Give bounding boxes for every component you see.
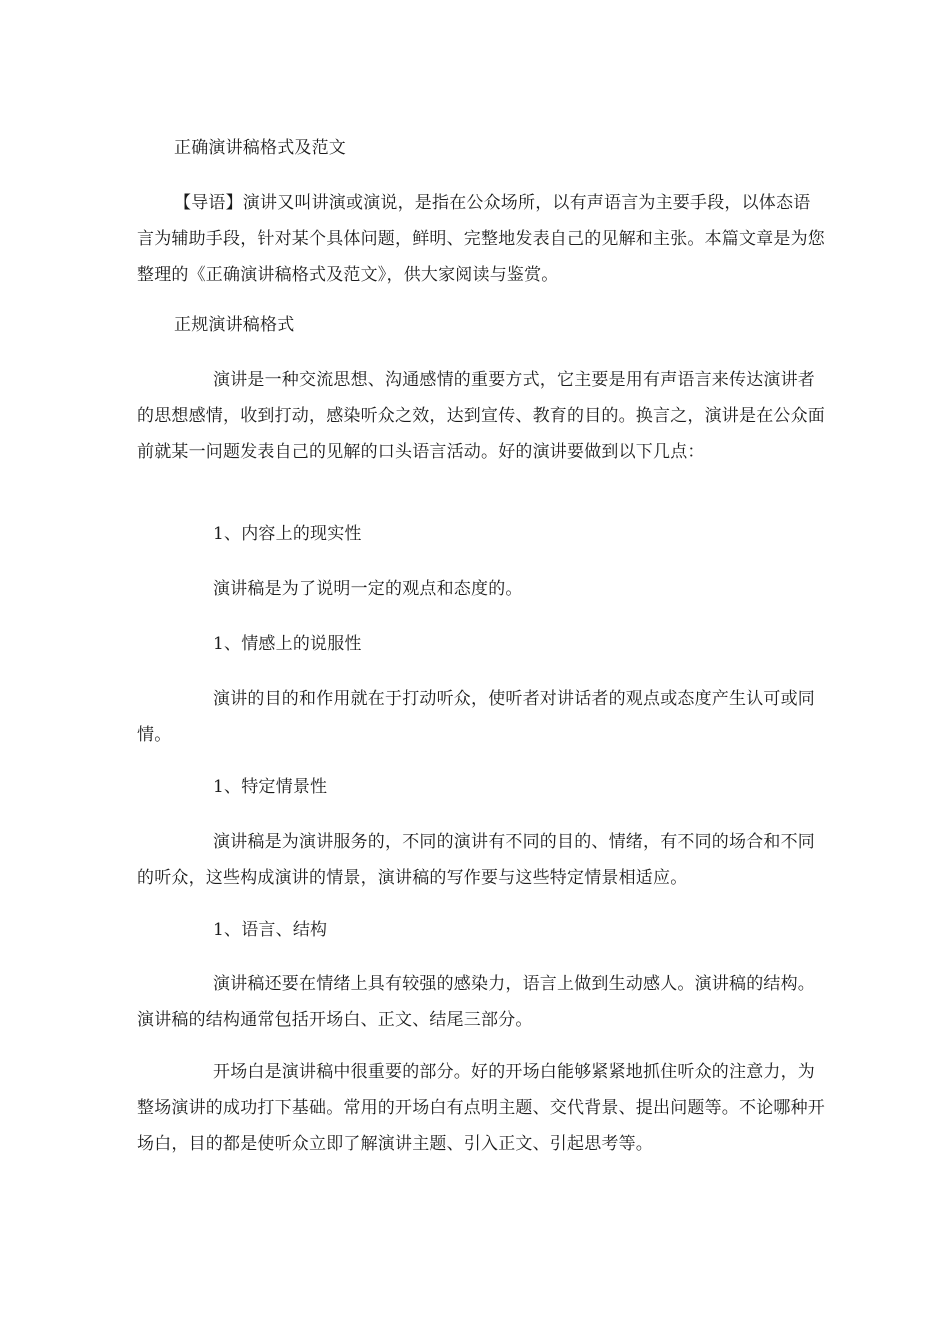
section-heading: 正规演讲稿格式 <box>174 315 295 335</box>
body-paragraph: 演讲稿是为了说明一定的观点和态度的。 <box>213 579 523 599</box>
point-heading: 1、语言、结构 <box>213 920 328 940</box>
body-paragraph: 演讲的目的和作用就在于打动听众，使听者对讲话者的观点或态度产生认可或同情。 <box>137 689 815 745</box>
body-paragraph: 演讲稿还要在情绪上具有较强的感染力，语言上做到生动感人。演讲稿的结构。演讲稿的结构通常包括开场白、正文、结尾三部分。 <box>137 974 815 1030</box>
body-paragraph: 演讲稿是为演讲服务的，不同的演讲有不同的目的、情绪，有不同的场合和不同的听众，这些构成演讲的情景，演讲稿的写作要与这些特定情景相适应。 <box>137 832 815 888</box>
body-paragraph: 开场白是演讲稿中很重要的部分。好的开场白能够紧紧地抓住听众的注意力，为整场演讲的成功打下基础。常用的开场白有点明主题、交代背景、提出问题等。不论哪种开场白，目的都是使听众立即了解演讲主题、引入正文、引起思考等。 <box>137 1062 825 1154</box>
body-paragraph: 演讲是一种交流思想、沟通感情的重要方式，它主要是用有声语言来传达演讲者的思想感情，收到打动，感染听众之效，达到宣传、教育的目的。换言之，演讲是在公众面前就某一问题发表自己的见解的口头语言活动。好的演讲要做到以下几点： <box>137 370 825 462</box>
point-heading: 1、情感上的说服性 <box>213 634 362 654</box>
intro-paragraph: 【导语】演讲又叫讲演或演说，是指在公众场所，以有声语言为主要手段，以体态语言为辅助手段，针对某个具体问题，鲜明、完整地发表自己的见解和主张。本篇文章是为您整理的《正确演讲稿格式及范文》，供大家阅读与鉴赏。 <box>137 193 825 285</box>
point-heading: 1、内容上的现实性 <box>213 524 362 544</box>
point-heading: 1、特定情景性 <box>213 777 328 797</box>
document-title: 正确演讲稿格式及范文 <box>174 138 346 158</box>
